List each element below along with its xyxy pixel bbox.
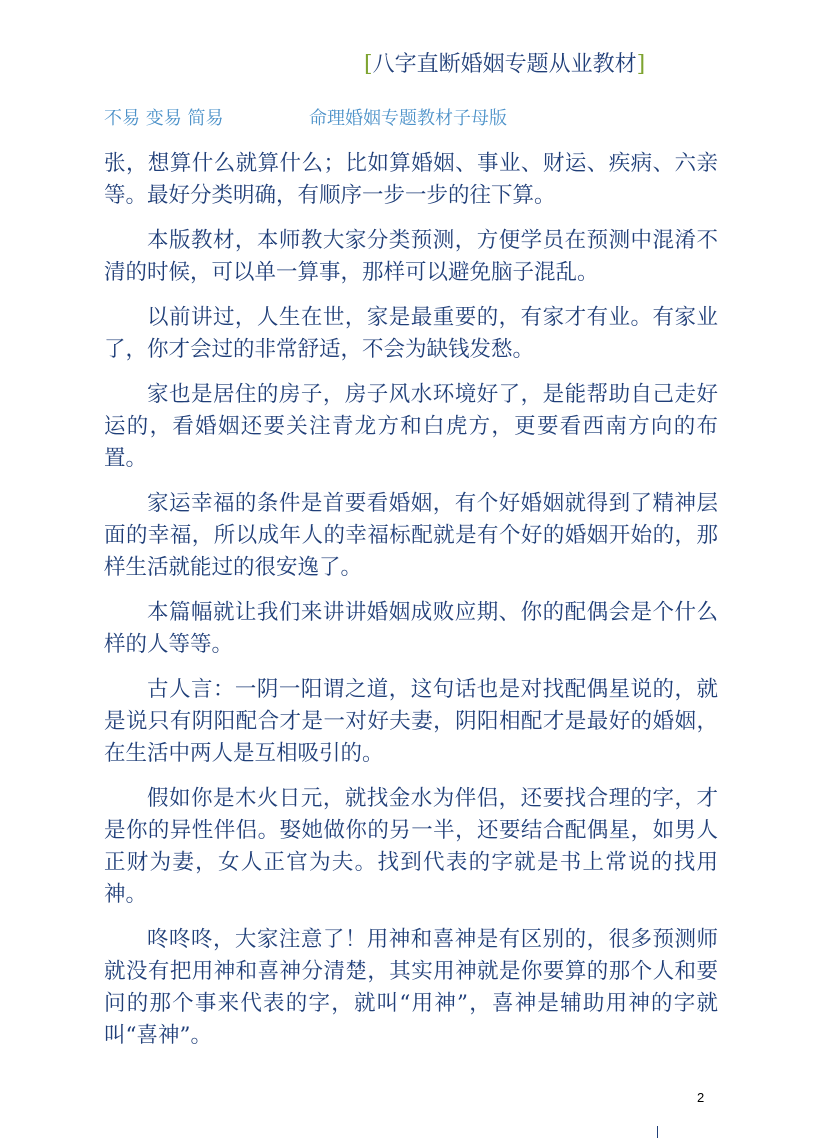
running-header-right: 命理婚姻专题教材子母版: [309, 108, 507, 129]
paragraph-1: 张，想算什么就算什么；比如算婚姻、事业、财运、疾病、六亲等。最好分类明确，有顺序一步一步的往下算。: [104, 151, 718, 208]
title-text: 八字直断婚姻专题从业教材: [372, 52, 637, 77]
paragraph-6: 本篇幅就让我们来讲讲婚姻成败应期、你的配偶会是个什么样的人等等。: [104, 600, 718, 657]
paragraph-3: 以前讲过，人生在世，家是最重要的，有家才有业。有家业了，你才会过的非常舒适，不会为缺钱发愁。: [104, 305, 718, 362]
title-open-bracket: [: [364, 52, 373, 77]
footer-divider-mark: [657, 1126, 658, 1138]
running-header-left: 不易 变易 简易: [104, 108, 224, 129]
paragraph-8: 假如你是木火日元，就找金水为伴侣，还要找合理的字，才是你的异性伴侣。娶她做你的另一半，还要结合配偶星，如男人正财为妻，女人正官为夫。找到代表的字就是书上常说的找用神。: [104, 786, 718, 907]
paragraph-4: 家也是居住的房子，房子风水环境好了，是能帮助自己走好运的，看婚姻还要关注青龙方和白虎方，更要看西南方向的布置。: [104, 382, 718, 471]
paragraph-5: 家运幸福的条件是首要看婚姻，有个好婚姻就得到了精神层面的幸福，所以成年人的幸福标配就是有个好的婚姻开始的，那样生活就能过的很安逸了。: [104, 491, 718, 580]
paragraph-7: 古人言：一阴一阳谓之道，这句话也是对找配偶星说的，就是说只有阴阳配合才是一对好夫妻，阴阳相配才是最好的婚姻，在生活中两人是互相吸引的。: [104, 677, 718, 766]
page-number: 2: [697, 1090, 705, 1105]
document-title: [364, 50, 645, 80]
body-text: [104, 148, 718, 1065]
paragraph-9: 咚咚咚，大家注意了！用神和喜神是有区别的，很多预测师就没有把用神和喜神分清楚，其实用神就是你要算的那个人和要问的那个事来代表的字，就叫“用神”，喜神是辅助用神的字就叫“喜神”。: [104, 927, 718, 1048]
paragraph-2: 本版教材，本师教大家分类预测，方便学员在预测中混淆不清的时候，可以单一算事，那样可以避免脑子混乱。: [104, 228, 718, 285]
title-close-bracket: ]: [636, 52, 646, 77]
